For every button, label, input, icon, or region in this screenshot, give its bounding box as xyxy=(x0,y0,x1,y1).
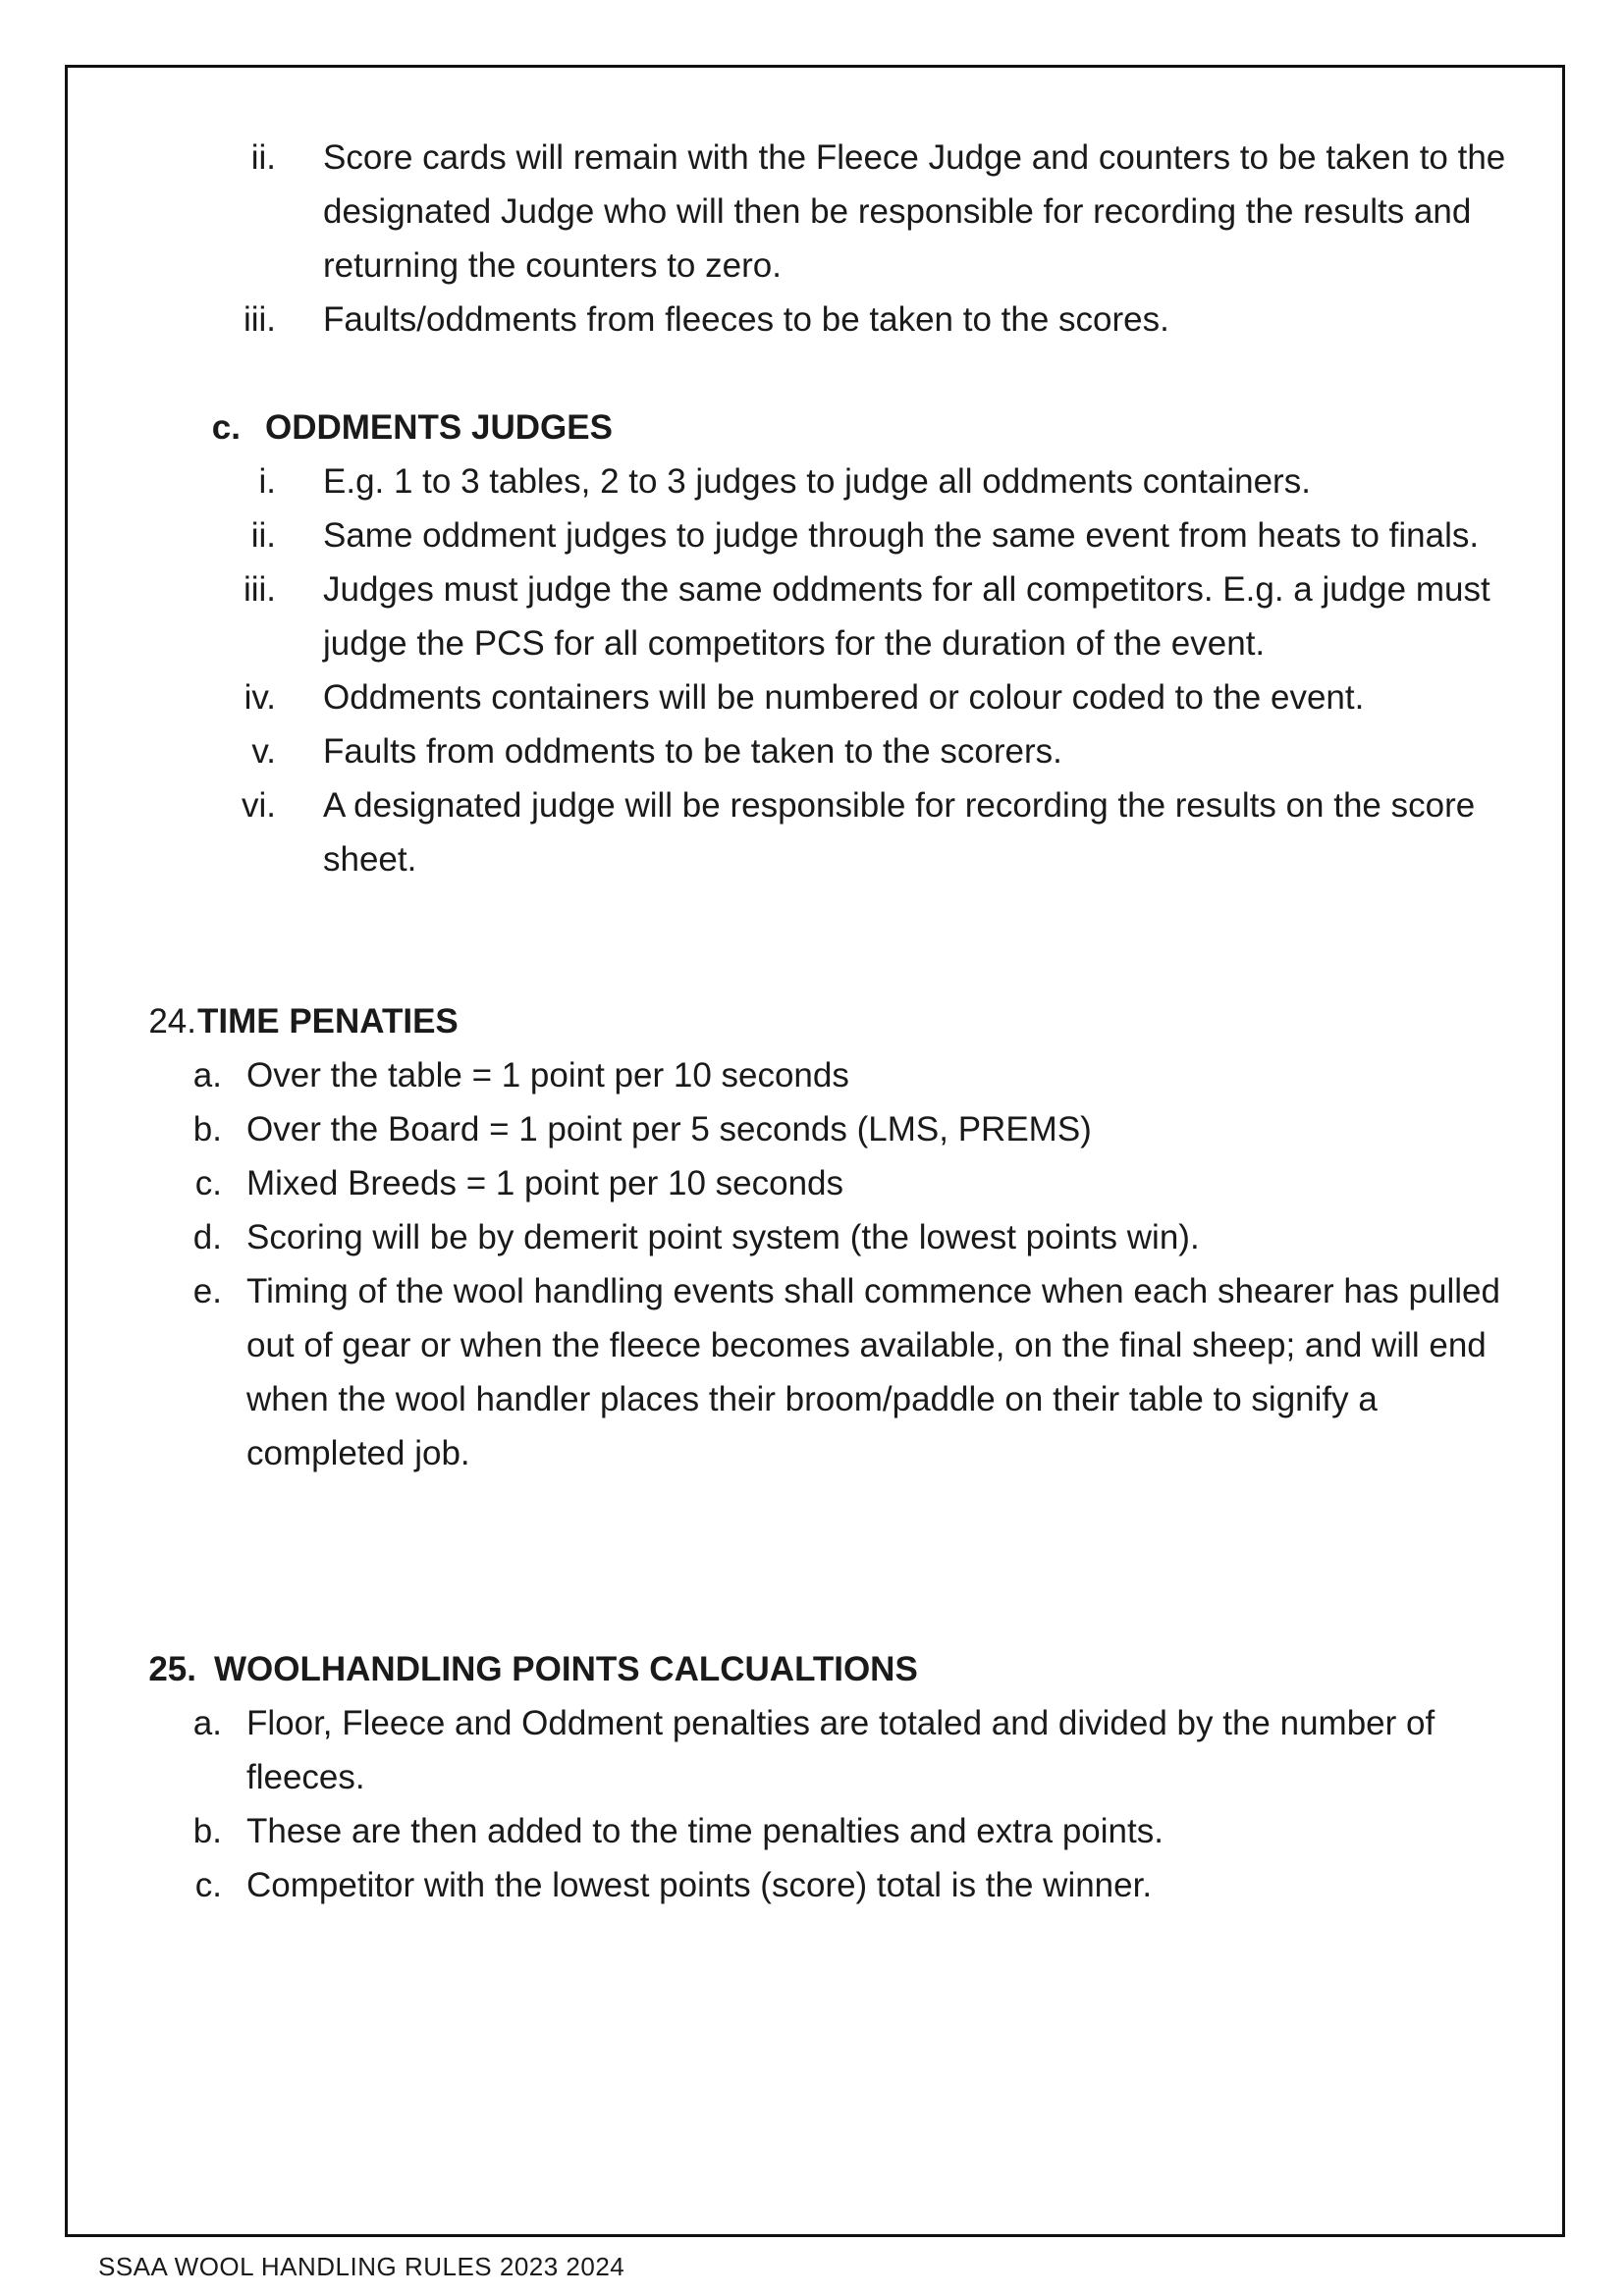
list-item-text: judge the PCS for all competitors for the duration of the event. xyxy=(323,624,1266,663)
list-item-text: Over the Board = 1 point per 5 seconds (LMS, PREMS) xyxy=(246,1110,1092,1148)
list-marker: ii. xyxy=(250,516,276,555)
list-item-text: Timing of the wool handling events shall commence when each shearer has pulled xyxy=(246,1272,1500,1310)
section-number: 24. xyxy=(148,1002,196,1041)
list-marker: i. xyxy=(258,462,276,501)
list-marker: b. xyxy=(192,1110,222,1148)
list-marker: c. xyxy=(194,1164,222,1202)
list-item-text: These are then added to the time penalties and extra points. xyxy=(246,1812,1164,1850)
section-heading: WOOLHANDLING POINTS CALCUALTIONS xyxy=(214,1650,918,1688)
list-item-text: Faults from oddments to be taken to the scorers. xyxy=(323,732,1062,771)
list-marker: a. xyxy=(192,1056,222,1095)
list-item-text: E.g. 1 to 3 tables, 2 to 3 judges to judge all oddments containers. xyxy=(323,462,1311,501)
section-marker: c. xyxy=(211,408,241,447)
list-item-text: Over the table = 1 point per 10 seconds xyxy=(246,1056,849,1095)
list-item-text: Mixed Breeds = 1 point per 10 seconds xyxy=(246,1164,844,1202)
list-marker: a. xyxy=(192,1704,222,1742)
section-heading: TIME PENATIES xyxy=(197,1002,459,1041)
list-item-text: Oddments containers will be numbered or colour coded to the event. xyxy=(323,678,1365,717)
section-heading: ODDMENTS JUDGES xyxy=(265,408,613,447)
list-item-text: Score cards will remain with the Fleece Judge and counters to be taken to the xyxy=(323,138,1506,177)
list-item-text: returning the counters to zero. xyxy=(323,246,782,285)
list-item-text: Faults/oddments from fleeces to be taken to the scores. xyxy=(323,300,1169,339)
list-item-text: completed job. xyxy=(246,1434,470,1472)
list-item-text: fleeces. xyxy=(246,1758,365,1796)
list-item-text: out of gear or when the fleece becomes available, on the final sheep; and will end xyxy=(246,1326,1487,1364)
list-item-text: Scoring will be by demerit point system (the lowest points win). xyxy=(246,1218,1200,1256)
list-item-text: Competitor with the lowest points (score) total is the winner. xyxy=(246,1866,1153,1904)
list-item-text: Same oddment judges to judge through the same event from heats to finals. xyxy=(323,516,1480,555)
page-footer: SSAA WOOL HANDLING RULES 2023 2024 xyxy=(98,2252,625,2281)
list-item-text: A designated judge will be responsible for recording the results on the score xyxy=(323,786,1476,825)
list-marker: iii. xyxy=(243,300,276,339)
list-marker: b. xyxy=(192,1812,222,1850)
list-item-text: Floor, Fleece and Oddment penalties are totaled and divided by the number of xyxy=(246,1704,1435,1742)
list-marker: c. xyxy=(194,1866,222,1904)
list-item-text: when the wool handler places their broom/paddle on their table to signify a xyxy=(246,1380,1378,1418)
list-marker: ii. xyxy=(250,138,276,177)
list-item-text: Judges must judge the same oddments for all competitors. E.g. a judge must xyxy=(323,570,1490,609)
section-number: 25. xyxy=(148,1650,196,1688)
list-marker: vi. xyxy=(242,786,276,825)
list-marker: d. xyxy=(192,1218,222,1256)
list-item-text: designated Judge who will then be responsible for recording the results and xyxy=(323,192,1472,231)
list-item-text: sheet. xyxy=(323,840,417,879)
list-marker: e. xyxy=(192,1272,222,1310)
list-marker: iii. xyxy=(243,570,276,609)
list-marker: v. xyxy=(251,732,276,771)
list-marker: iv. xyxy=(244,678,276,717)
